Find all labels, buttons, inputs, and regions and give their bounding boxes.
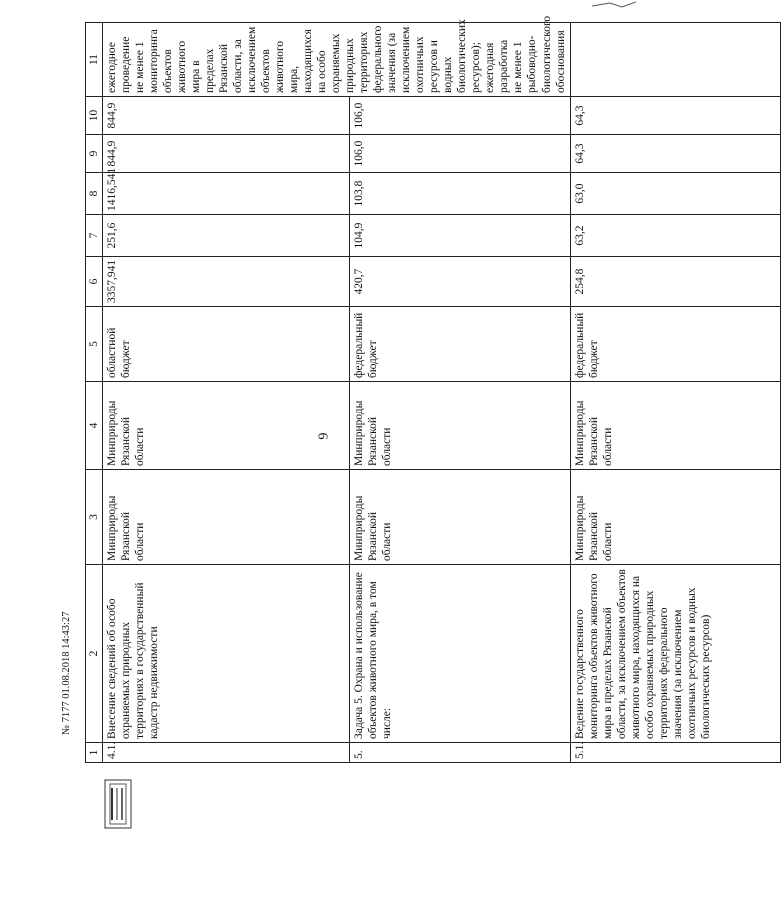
row-year-2: 103,8 xyxy=(350,173,571,215)
col-header-3: 3 xyxy=(86,470,103,565)
rotated-table-wrapper xyxy=(85,15,712,763)
col-header-11: 11 xyxy=(86,23,103,97)
row-number: 4.1. xyxy=(103,743,350,763)
row-year-4: 844,9 xyxy=(103,97,350,135)
row-executor: Минприроды Рязанской области xyxy=(570,470,780,565)
col-header-8: 8 xyxy=(86,173,103,215)
row-year-4: 64,3 xyxy=(570,97,780,135)
row-year-3: 844,9 xyxy=(103,135,350,173)
row-year-3: 106,0 xyxy=(350,135,571,173)
row-number: 5.1. xyxy=(570,743,780,763)
row-funding-source: федеральный бюджет xyxy=(570,307,780,382)
row-coexecutor: Минприроды Рязанской области xyxy=(570,382,780,470)
page-number: 6 xyxy=(314,432,330,440)
row-coexecutor: Минприроды Рязанской области xyxy=(103,382,350,470)
row-description: Ведение государственного мониторинга объектов животного мира в пределах Рязанской области, за исключением объектов животного мира, находящихся на особо охраняемых природных территориях федерального значения (за исключением охотничьих ресурсов и водных биологических ресурсов) xyxy=(570,565,780,743)
col-header-9: 9 xyxy=(86,135,103,173)
col-header-4: 4 xyxy=(86,382,103,470)
registration-stamp-icon xyxy=(104,600,134,830)
col-header-10: 10 xyxy=(86,97,103,135)
row-year-2: 1416,541 xyxy=(103,173,350,215)
row-executor: Минприроды Рязанской области xyxy=(103,470,350,565)
indicator-text-c: ежегодная разработка не менее 1 рыбоводно-биологического обоснования xyxy=(484,15,567,93)
indicator-text-a: ежегодное проведение не менее 1 мониторинга объектов животного мира в пределах Рязанской области, за исключением объектов животного мира, находящихся на особо охраняемых природных территориях xyxy=(106,26,371,93)
col-header-7: 7 xyxy=(86,215,103,257)
row-description: Внесение сведений об особо охраняемых природных территориях в государственный кадастр недвижимости xyxy=(103,565,350,743)
row-total: 254,8 xyxy=(570,257,780,307)
row-year-1: 104,9 xyxy=(350,215,571,257)
col-header-6: 6 xyxy=(86,257,103,307)
corner-artifact-icon xyxy=(590,0,638,10)
row-year-3: 64,3 xyxy=(570,135,780,173)
row-year-1: 251,6 xyxy=(103,215,350,257)
row-funding-source: федеральный бюджет xyxy=(350,307,571,382)
col-header-2: 2 xyxy=(86,565,103,743)
row-funding-source: областной бюджет xyxy=(103,307,350,382)
row-description: Задача 5. Охрана и использование объектов животного мира, в том числе: xyxy=(350,565,571,743)
row-year-1: 63,2 xyxy=(570,215,780,257)
row-year-4: 106,0 xyxy=(350,97,571,135)
row-indicator xyxy=(103,15,571,97)
indicator-text-b: федерального значения (за исключением охотничьих ресурсов и водных биологических ресурсов); xyxy=(372,19,483,93)
document-registration-footer: № 7177 01.08.2018 14:43:27 xyxy=(61,611,72,735)
row-indicator-empty xyxy=(570,23,780,97)
col-header-1: 1 xyxy=(86,743,103,763)
header-row xyxy=(86,23,103,763)
table-row xyxy=(103,23,350,763)
col-header-5: 5 xyxy=(86,307,103,382)
row-total: 420,7 xyxy=(350,257,571,307)
row-year-2: 63,0 xyxy=(570,173,780,215)
row-executor: Минприроды Рязанской области xyxy=(350,470,571,565)
program-table xyxy=(85,15,781,763)
row-coexecutor: Минприроды Рязанской области xyxy=(350,382,571,470)
row-total: 3357,941 xyxy=(103,257,350,307)
row-number: 5. xyxy=(350,743,571,763)
table-row xyxy=(350,23,571,763)
table-row xyxy=(570,23,780,763)
